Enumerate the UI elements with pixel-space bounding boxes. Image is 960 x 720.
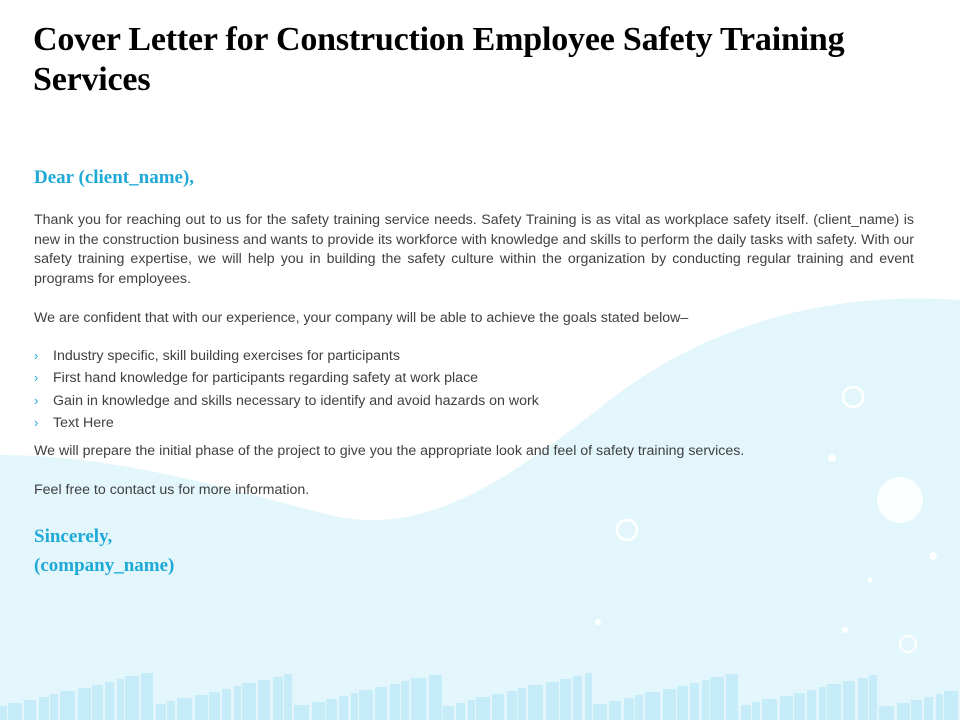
signature: (company_name) [34,555,175,576]
letter-preparation-paragraph: We will prepare the initial phase of the project to give you the appropriate look and feel of safety training services. [34,443,745,459]
goal-text: First hand knowledge for participants regarding safety at work place [53,370,479,387]
list-item [34,368,539,390]
goal-text: Gain in knowledge and skills necessary to identify and avoid hazards on work [53,392,539,409]
goals-list [34,346,539,435]
list-item [34,391,539,413]
list-item [34,346,539,368]
chevron-right-icon: › [34,392,39,408]
chevron-right-icon: › [34,348,39,363]
chevron-right-icon: › [34,414,39,430]
goal-text: Text Here [53,414,114,431]
slide-title: Cover Letter for Construction Employee Safety Training Services [33,21,845,98]
letter-closing [34,522,174,580]
letter-confidence-paragraph: We are confident that with our experience, your company will be able to achieve the goals stated below– [34,310,689,326]
letter-contact-paragraph: Feel free to contact us for more information. [34,482,310,498]
list-item [34,413,539,435]
sign-off: Sincerely, [34,526,113,547]
goal-text: Industry specific, skill building exercises for participants [53,348,400,364]
letter-intro-paragraph: Thank you for reaching out to us for the safety training service needs. Safety Training is as vital as workplace safety itself. (client_name) is new in the construction business and wants to provide its workforce with knowledge and skills to perform the daily tasks with safety. With our safety training expertise, we will help you in building the safety culture within the organization by conducting regular training and event programs for employees. [34,212,914,287]
chevron-right-icon: › [34,370,39,386]
letter-salutation: Dear (client_name), [34,167,195,188]
